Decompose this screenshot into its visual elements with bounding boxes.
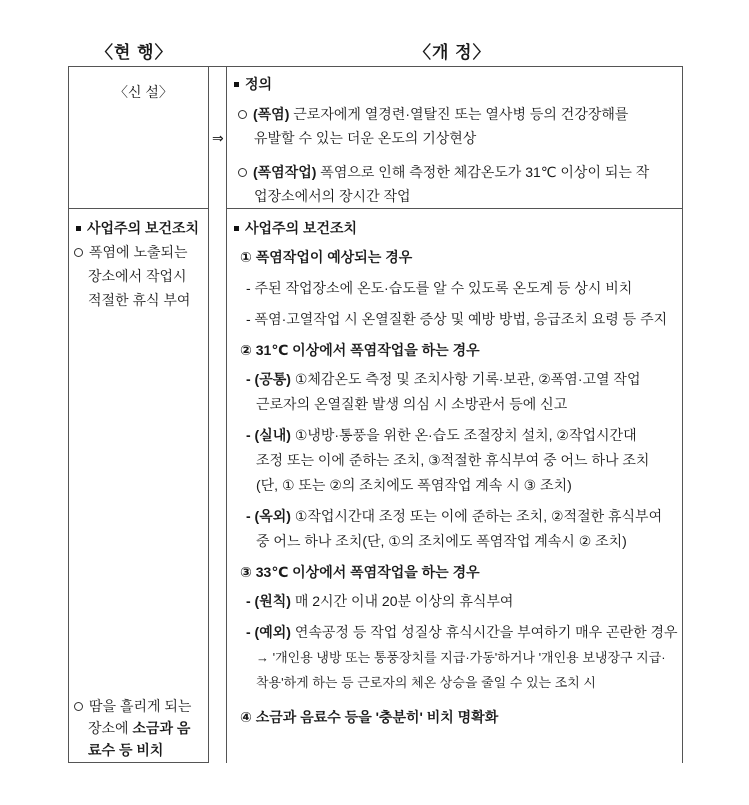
section-3-principle: - (원칙) 매 2시간 이내 20분 이상의 휴식부여	[246, 593, 514, 609]
current-measure-2: 땀을 흘리게 되는 장소에 소금과 음 료수 등 비치	[74, 695, 206, 761]
row-divider-left	[68, 208, 208, 209]
table-top-border	[68, 66, 683, 67]
section-2-outdoor: - (옥외) ①작업시간대 조정 또는 이에 준하는 조치, ②적절한 휴식부여 중 어느 하나 조치(단, ①의 조치에도 폭염작업 계속시 ② 조치)	[246, 508, 663, 549]
circle-bullet-icon	[74, 702, 83, 711]
current-measures-section	[74, 216, 204, 312]
section-1-title: ① 폭염작업이 예상되는 경우	[240, 249, 413, 265]
definition-heatwave: (폭염) 근로자에게 열경련·열탈진 또는 열사병 등의 건강장해를 유발할 수 있는 더운 온도의 기상현상	[232, 102, 678, 150]
current-column-header: 〈현 행〉	[96, 43, 173, 62]
right-column-left-border	[226, 66, 227, 763]
table-right-border	[682, 66, 683, 763]
section-4-title: ④ 소금과 음료수 등을 '충분히' 비치 명확화	[240, 709, 499, 725]
section-2-common: - (공통) ①체감온도 측정 및 조치사항 기록·보관, ②폭염·고열 작업 근로자의 온열질환 발생 의심 시 소방관서 등에 신고	[246, 371, 641, 412]
revised-column-header: 〈개 정〉	[414, 43, 491, 62]
definitions-section	[232, 72, 678, 208]
circle-bullet-icon	[74, 248, 83, 257]
table-bottom-left	[68, 762, 208, 763]
current-measures-title: 사업주의 보건조치	[74, 216, 204, 240]
section-2-indoor: - (실내) ①냉방·통풍을 위한 온·습도 조절장치 설치, ②작업시간대 조정 또는 이에 준하는 조치, ③적절한 휴식부여 중 어느 하나 조치 (단, ① 또는 ②의 조치에도 폭염작업 계속 시 ③ 조치)	[246, 427, 650, 493]
revision-arrow: ⇒	[212, 130, 224, 146]
left-column-right-border	[208, 66, 209, 763]
definitions-title: 정의	[232, 72, 678, 96]
revised-measures-title: 사업주의 보건조치	[232, 216, 678, 241]
section-3-title: ③ 33℃ 이상에서 폭염작업을 하는 경우	[240, 564, 480, 580]
new-provision-label: 〈신 설〉	[114, 84, 173, 100]
table-left-border	[68, 66, 69, 763]
section-3-exception: - (예외) 연속공정 등 작업 성질상 휴식시간을 부여하기 매우 곤란한 경우 → '개인용 냉방 또는 통풍장치를 지급·가동'하거나 '개인용 보냉장구 지급· 착용'하게 하는 등 근로자의 체온 상승을 줄일 수 있는 조치 시	[246, 624, 678, 690]
definition-heatwave-work: (폭염작업) 폭염으로 인해 측정한 체감온도가 31℃ 이상이 되는 작 업장소에서의 장시간 작업	[232, 160, 678, 208]
circle-bullet-icon	[238, 168, 247, 177]
row-divider-right	[226, 208, 683, 209]
circle-bullet-icon	[238, 110, 247, 119]
square-bullet-icon	[234, 226, 239, 231]
section-1-item-2: - 폭염·고열작업 시 온열질환 증상 및 예방 방법, 응급조치 요령 등 주지	[246, 311, 668, 327]
section-2-title: ② 31℃ 이상에서 폭염작업을 하는 경우	[240, 342, 480, 358]
revised-measures-section	[232, 216, 678, 730]
current-measure-1: 폭염에 노출되는 장소에서 작업시 적절한 휴식 부여	[74, 240, 204, 312]
section-1-item-1: - 주된 작업장소에 온도·습도를 알 수 있도록 온도계 등 상시 비치	[246, 280, 633, 296]
square-bullet-icon	[76, 226, 81, 231]
square-bullet-icon	[234, 82, 239, 87]
